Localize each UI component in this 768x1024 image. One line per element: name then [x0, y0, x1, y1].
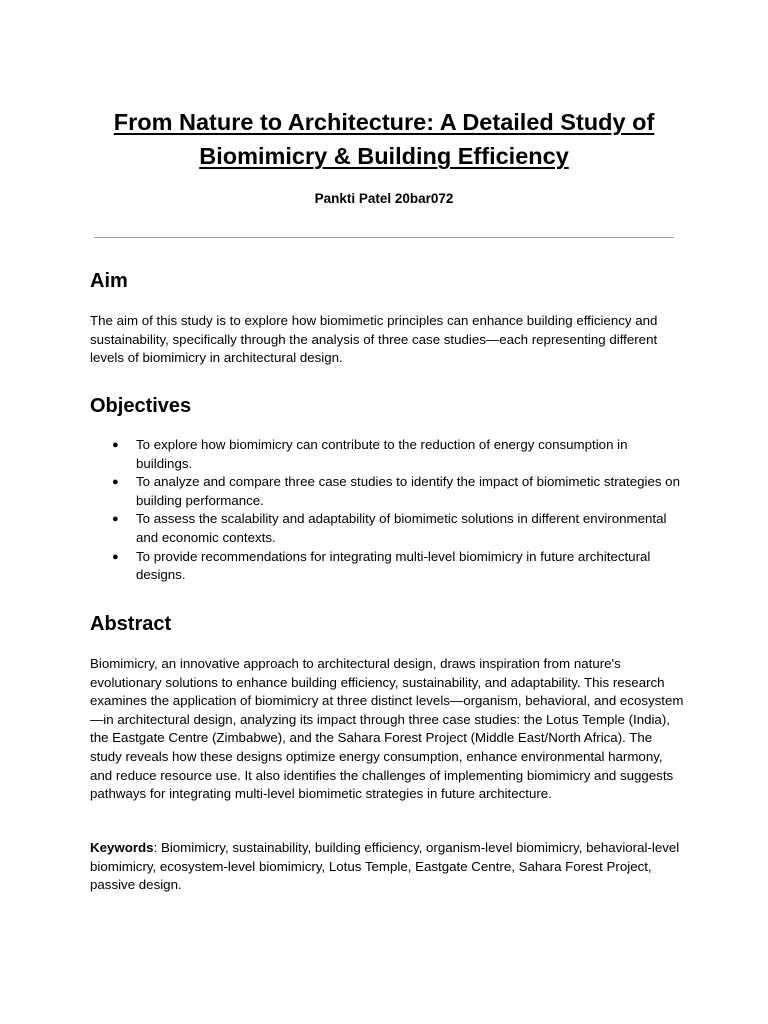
objectives-heading: Objectives	[90, 395, 192, 417]
author-line: Pankti Patel 20bar072	[314, 191, 454, 206]
objectives-list	[90, 436, 686, 585]
objective-text: To analyze and compare three case studies to identify the impact of biomimetic strategies on building performance.	[136, 474, 680, 508]
keywords-text: : Biomimicry, sustainability, building efficiency, organism-level biomimicry, behavioral-level biomimicry, ecosystem-level biomimicry, Lotus Temple, Eastgate Centre, Sahara Forest Project, passive design.	[90, 840, 680, 893]
keywords-label: Keywords	[90, 840, 154, 855]
aim-heading: Aim	[90, 270, 128, 292]
objective-text: To provide recommendations for integrating multi-level biomimicry in future architectural designs.	[136, 548, 651, 583]
title-line-2: Biomimicry & Building Efficiency	[199, 143, 569, 169]
title-line-1: From Nature to Architecture: A Detailed Study of	[113, 109, 655, 135]
abstract-paragraph: Biomimicry, an innovative approach to architectural design, draws inspiration from nature's evolutionary solutions to enhance building efficiency, sustainability, and adaptability. This research examines the application of biomimicry at three distinct levels—organism, behavioral, and ecosystem—in architectural design, analyzing its impact through three case studies: the Lotus Temple (India), the Eastgate Centre (Zimbabwe), and the Sahara Forest Project (Middle East/North Africa). The study reveals how these designs optimize energy consumption, enhance environmental harmony, and reduce resource use. It also identifies the challenges of implementing biomimicry and suggests pathways for integrating multi-level biomimetic strategies in future architecture.	[90, 656, 684, 802]
aim-paragraph: The aim of this study is to explore how biomimetic principles can enhance building efficiency and sustainability, specifically through the analysis of three case studies—each representing different levels of biomimicry in architectural design.	[90, 313, 658, 366]
horizontal-divider	[94, 237, 674, 238]
objective-item	[90, 436, 686, 473]
bullet-icon: ●	[112, 550, 119, 563]
objective-text: To explore how biomimicry can contribute to the reduction of energy consumption in buildings.	[136, 437, 628, 471]
objective-item	[90, 473, 686, 510]
bullet-icon: ●	[112, 439, 119, 451]
abstract-heading: Abstract	[90, 613, 172, 635]
keywords-paragraph	[90, 839, 686, 895]
objective-item	[90, 510, 686, 547]
bullet-icon: ●	[112, 513, 119, 526]
objective-item	[90, 548, 686, 585]
objective-text: To assess the scalability and adaptability of biomimetic solutions in different environmental and economic contexts.	[136, 511, 667, 545]
bullet-icon: ●	[112, 476, 119, 489]
document-title	[60, 105, 708, 173]
